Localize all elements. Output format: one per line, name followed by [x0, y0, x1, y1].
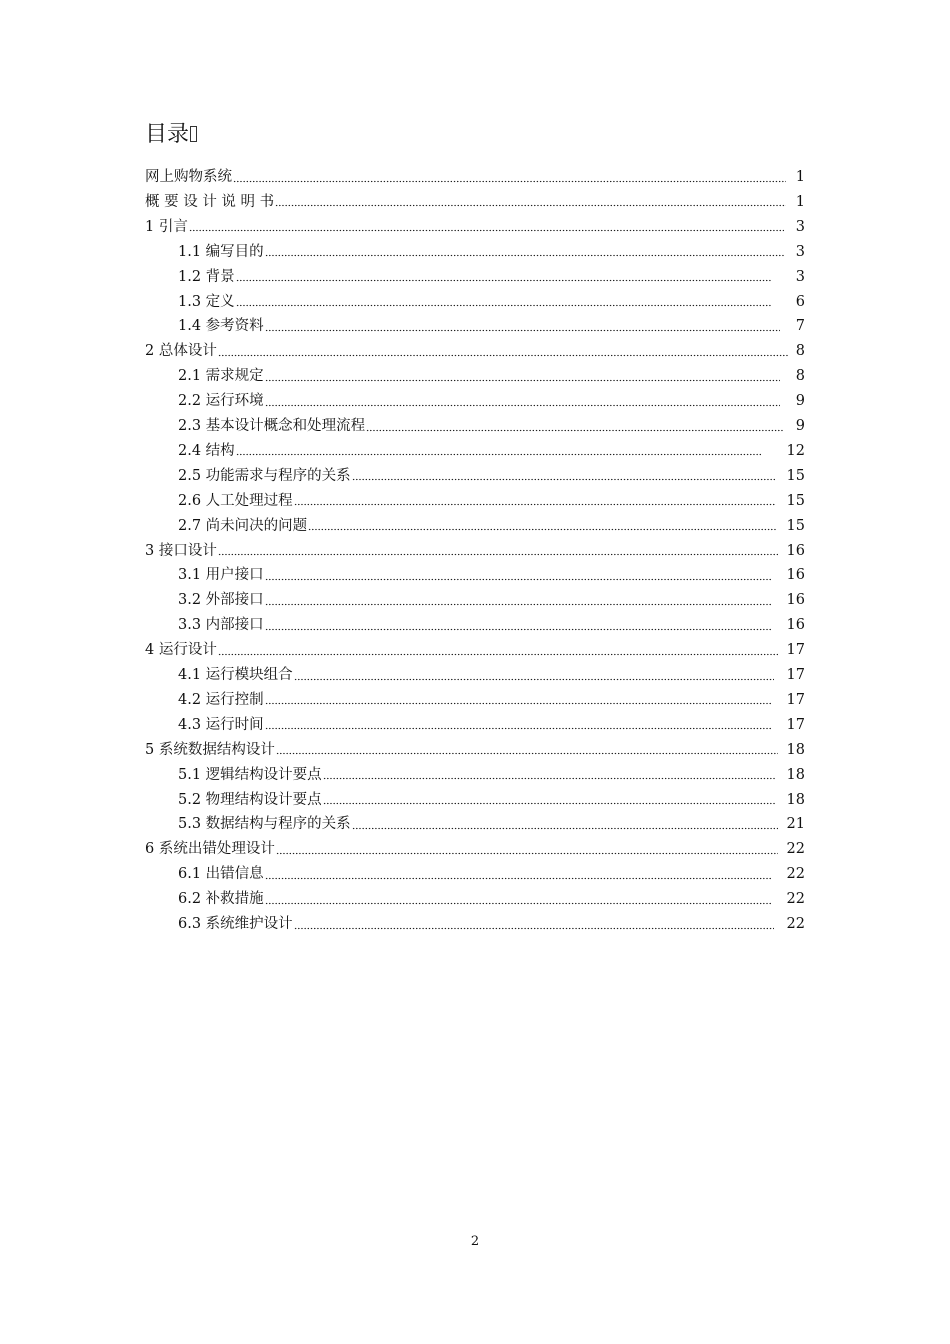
toc-entry-label: 1 引言 [145, 218, 188, 235]
toc-entry-page-number: 22 [786, 841, 805, 858]
toc-entry-page-number: 18 [786, 766, 805, 783]
toc-entry-page-number: 3 [795, 218, 805, 235]
toc-entry[interactable] [178, 663, 805, 688]
toc-entry[interactable] [178, 314, 805, 339]
toc-entry-page-number: 15 [786, 492, 805, 509]
footer-page-number: 2 [470, 1234, 480, 1249]
toc-entry-page-number: 3 [795, 268, 805, 285]
toc-dot-leader [265, 627, 772, 631]
toc-dot-leader [352, 478, 776, 482]
toc-entry[interactable] [178, 389, 805, 414]
toc-entry-page-number: 16 [786, 567, 805, 584]
toc-entry[interactable] [145, 738, 805, 763]
toc-entry-label: 2.3 基本设计概念和处理流程 [178, 418, 366, 434]
toc-dot-leader [323, 777, 776, 781]
toc-entry-page-number: 16 [786, 617, 805, 634]
toc-entry-label: 网上购物系统 [145, 169, 232, 185]
toc-entry[interactable] [178, 887, 805, 912]
toc-entry-page-number: 15 [786, 517, 805, 534]
toc-entry[interactable] [178, 563, 805, 588]
toc-dot-leader [265, 403, 780, 407]
toc-entry[interactable] [178, 588, 805, 613]
toc-entry-label: 2.4 结构 [178, 442, 235, 459]
toc-dot-leader [294, 926, 774, 930]
toc-entry-label: 2 总体设计 [145, 343, 217, 360]
toc-entry[interactable] [178, 240, 805, 265]
toc-entry-label: 5.3 数据结构与程序的关系 [178, 816, 351, 833]
toc-dot-leader [275, 204, 786, 208]
toc-entry-page-number: 22 [786, 891, 805, 908]
toc-dot-leader [265, 254, 784, 258]
missing-glyph-icon [190, 126, 197, 142]
toc-dot-leader [265, 378, 780, 382]
toc-dot-leader [265, 577, 772, 581]
toc-entry-page-number: 17 [786, 667, 805, 683]
toc-entry-page-number: 1 [795, 169, 805, 185]
toc-entry-label: 5 系统数据结构设计 [145, 741, 275, 758]
toc-entry-label: 1.3 定义 [178, 293, 235, 310]
toc-entry-label: 1.2 背景 [178, 268, 235, 285]
toc-title [145, 120, 197, 150]
toc-dot-leader [189, 229, 784, 233]
toc-entry-label: 4.2 运行控制 [178, 691, 264, 708]
toc-entry-label: 2.5 功能需求与程序的关系 [178, 467, 351, 484]
toc-entry-label: 5.2 物理结构设计要点 [178, 791, 322, 808]
toc-entry-label: 5.1 逻辑结构设计要点 [178, 766, 322, 783]
toc-dot-leader [276, 752, 778, 756]
toc-dot-leader [233, 179, 786, 183]
toc-entry-page-number: 9 [795, 393, 805, 410]
toc-entry-page-number: 16 [786, 592, 805, 609]
toc-entry-page-number: 3 [795, 243, 805, 260]
toc-entry[interactable] [178, 788, 805, 813]
toc-entry-page-number: 22 [786, 916, 805, 932]
toc-entry-page-number: 9 [795, 418, 805, 434]
toc-dot-leader [236, 279, 772, 283]
toc-entry[interactable] [145, 837, 805, 862]
toc-entry-label: 3.2 外部接口 [178, 592, 264, 609]
toc-dot-leader [265, 702, 772, 706]
toc-entry-label: 6.2 补救措施 [178, 891, 264, 908]
toc-entry-page-number: 18 [786, 791, 805, 808]
toc-entry[interactable] [178, 688, 805, 713]
toc-entry[interactable] [178, 862, 805, 887]
toc-entry-page-number: 7 [795, 318, 805, 335]
toc-entry[interactable] [178, 613, 805, 638]
toc-entry[interactable] [178, 439, 805, 464]
toc-entry-label: 6 系统出错处理设计 [145, 841, 275, 858]
toc-entry-page-number: 15 [786, 467, 805, 484]
toc-title-text: 目录 [145, 122, 190, 147]
toc-entry-label: 3.1 用户接口 [178, 567, 264, 584]
toc-entry[interactable] [178, 514, 805, 539]
toc-entry[interactable] [178, 464, 805, 489]
toc-dot-leader [218, 353, 788, 357]
toc-entry-label: 2.7 尚未问决的问题 [178, 517, 308, 534]
toc-entry[interactable] [178, 912, 805, 937]
toc-dot-leader [366, 428, 784, 432]
toc-entry-page-number: 17 [786, 642, 805, 659]
toc-entry[interactable] [145, 215, 805, 240]
toc-dot-leader [294, 503, 776, 507]
toc-entry-page-number: 12 [786, 442, 805, 459]
toc-entry-label: 6.3 系统维护设计 [178, 916, 293, 932]
toc-entry-label: 3 接口设计 [145, 542, 217, 559]
toc-entry-label: 3.3 内部接口 [178, 617, 264, 634]
toc-entry-label: 1.4 参考资料 [178, 318, 264, 335]
toc-dot-leader [265, 328, 780, 332]
toc-dot-leader [308, 528, 776, 532]
toc-entry-page-number: 16 [786, 542, 805, 559]
toc-entry-label: 1.1 编写目的 [178, 243, 264, 260]
toc-entry[interactable] [145, 190, 805, 215]
toc-entry[interactable] [178, 489, 805, 514]
toc-entry-page-number: 6 [795, 293, 805, 310]
toc-dot-leader [236, 453, 762, 457]
toc-entry-label: 2.2 运行环境 [178, 393, 264, 410]
toc-entry-label: 概 要 设 计 说 明 书 [145, 193, 275, 210]
toc-dot-leader [265, 602, 772, 606]
toc-entry-page-number: 22 [786, 866, 805, 883]
toc-entry-label: 4.1 运行模块组合 [178, 667, 293, 683]
toc-dot-leader [294, 677, 774, 681]
toc-entry[interactable] [178, 265, 805, 290]
toc-entry[interactable] [145, 165, 805, 190]
toc-entry-label: 2.1 需求规定 [178, 368, 264, 385]
toc-entry-label: 2.6 人工处理过程 [178, 492, 293, 509]
toc-entry-page-number: 8 [795, 368, 805, 385]
toc-entry[interactable] [145, 339, 805, 364]
toc-dot-leader [218, 652, 778, 656]
toc-entry-label: 4 运行设计 [145, 642, 217, 659]
toc-entry[interactable] [178, 414, 805, 439]
toc-entry[interactable] [178, 763, 805, 788]
toc-entry[interactable] [178, 713, 805, 738]
toc-entry[interactable] [178, 290, 805, 315]
toc-entry[interactable] [145, 539, 805, 564]
toc-dot-leader [265, 901, 772, 905]
toc-entry-page-number: 8 [795, 343, 805, 360]
toc-dot-leader [265, 876, 772, 880]
toc-entry-page-number: 18 [786, 741, 805, 758]
toc-entry-label: 4.3 运行时间 [178, 716, 264, 733]
toc-dot-leader [276, 851, 778, 855]
toc-dot-leader [323, 802, 776, 806]
toc-dot-leader [236, 304, 772, 308]
toc-entry[interactable] [178, 364, 805, 389]
toc-entry-page-number: 21 [786, 816, 805, 833]
toc-entry-page-number: 1 [795, 193, 805, 210]
toc-entry-page-number: 17 [786, 691, 805, 708]
toc-dot-leader [265, 727, 772, 731]
toc-entry-page-number: 17 [786, 716, 805, 733]
toc-entry-label: 6.1 出错信息 [178, 866, 264, 883]
toc-entry[interactable] [145, 638, 805, 663]
toc-dot-leader [218, 553, 778, 557]
toc-entry[interactable] [178, 812, 805, 837]
toc-dot-leader [352, 826, 778, 830]
